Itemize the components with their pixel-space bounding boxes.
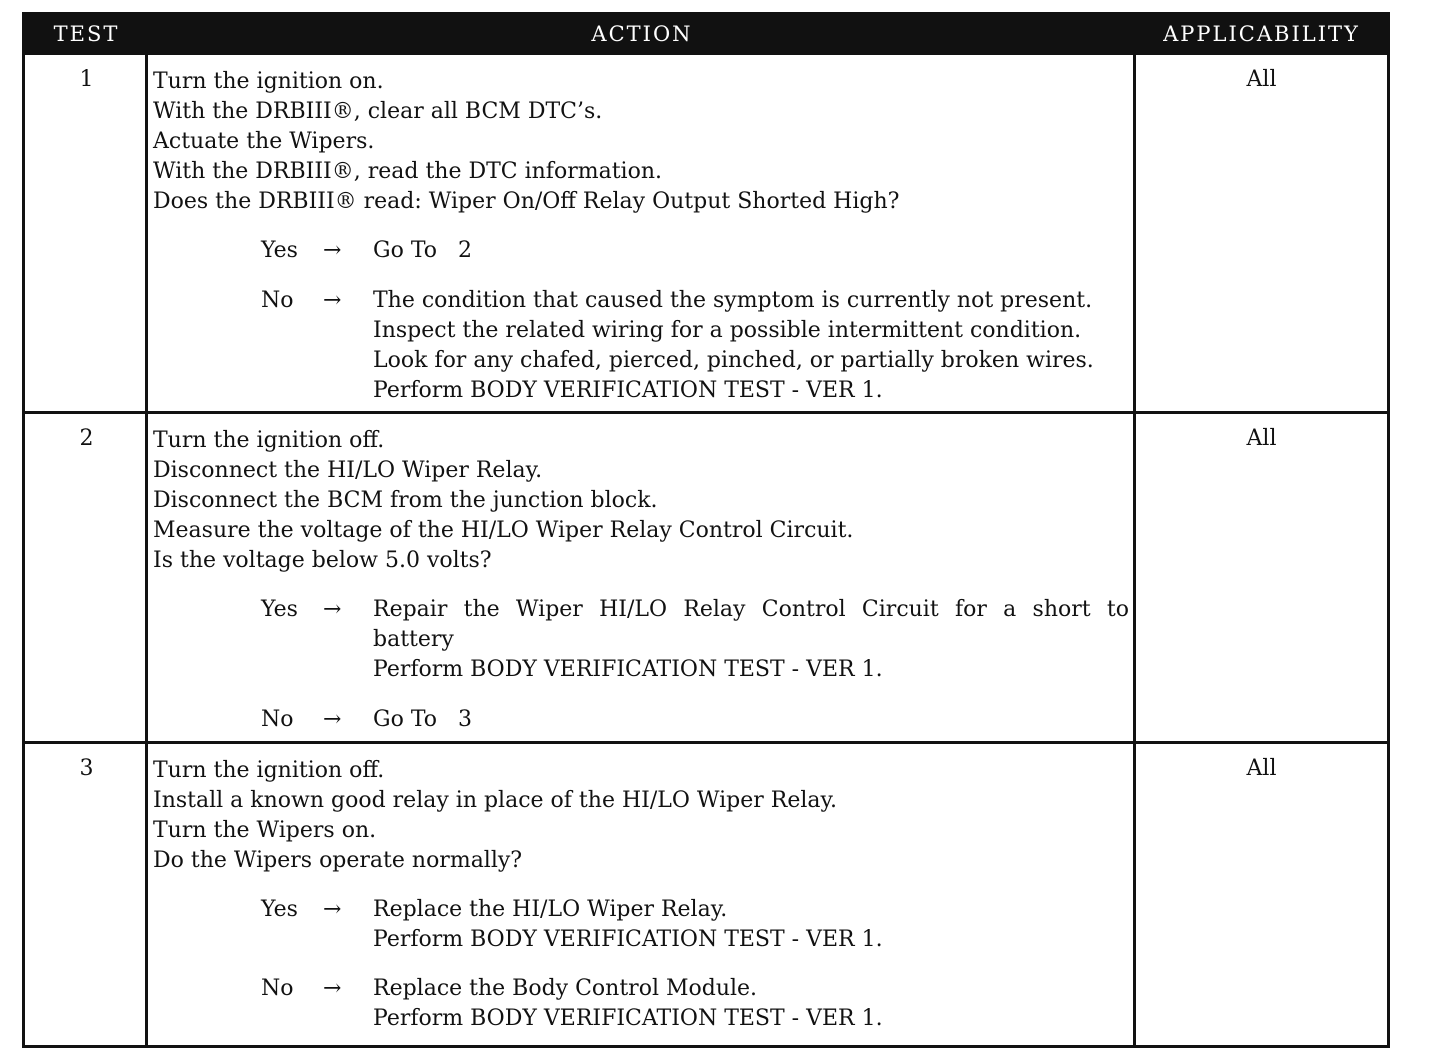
header-applicability: APPLICABILITY: [1163, 22, 1360, 46]
diagnostic-table: [22, 12, 1390, 1048]
action-step: Actuate the Wipers.: [153, 129, 375, 154]
arrow-icon: →: [323, 238, 342, 263]
action-step: With the DRBIII®, clear all BCM DTC’s.: [153, 99, 603, 124]
action-step: Turn the ignition on.: [153, 69, 384, 94]
no-label: No: [261, 707, 294, 732]
arrow-icon: →: [323, 897, 342, 922]
yes-result: [373, 236, 1129, 266]
action-step: With the DRBIII®, read the DTC information.: [153, 159, 662, 184]
result-line: battery: [373, 627, 454, 652]
action-step: Turn the Wipers on.: [153, 818, 377, 843]
action-step: Does the DRBIII® read: Wiper On/Off Relay Output Shorted High?: [153, 189, 900, 214]
yes-label: Yes: [261, 238, 298, 263]
table-row: [25, 55, 1387, 411]
action-step: Install a known good relay in place of the HI/LO Wiper Relay.: [153, 788, 837, 813]
arrow-icon: →: [323, 597, 342, 622]
table-row: [25, 744, 1387, 1045]
result-line: Go To 2: [373, 238, 472, 263]
result-line: Inspect the related wiring for a possible intermittent condition.: [373, 318, 1082, 343]
no-result: [373, 974, 1129, 1034]
test-number: 2: [79, 426, 94, 451]
action-step: Turn the ignition off.: [153, 758, 385, 783]
result-line: Go To 3: [373, 707, 472, 732]
yes-label: Yes: [261, 597, 298, 622]
result-line: Look for any chafed, pierced, pinched, or partially broken wires.: [373, 348, 1094, 373]
action-step: Disconnect the BCM from the junction block.: [153, 488, 658, 513]
header-test: TEST: [53, 22, 120, 46]
no-label: No: [261, 288, 294, 313]
action-steps: [153, 756, 1128, 876]
applicability-value: All: [1246, 426, 1277, 451]
result-line: Replace the Body Control Module.: [373, 976, 758, 1001]
action-step: Disconnect the HI/LO Wiper Relay.: [153, 458, 543, 483]
yes-label: Yes: [261, 897, 298, 922]
action-steps: [153, 426, 1128, 576]
no-label: No: [261, 976, 294, 1001]
applicability-value: All: [1246, 756, 1277, 781]
no-result: [373, 705, 1129, 735]
action-step: Turn the ignition off.: [153, 428, 385, 453]
arrow-icon: →: [323, 707, 342, 732]
result-line: Perform BODY VERIFICATION TEST - VER 1.: [373, 657, 883, 682]
action-step: Do the Wipers operate normally?: [153, 848, 523, 873]
test-number: 1: [79, 67, 94, 92]
action-steps: [153, 67, 1128, 217]
arrow-icon: →: [323, 976, 342, 1001]
table-row: [25, 414, 1387, 741]
result-line: The condition that caused the symptom is currently not present.: [373, 288, 1093, 313]
result-line: Perform BODY VERIFICATION TEST - VER 1.: [373, 927, 883, 952]
header-action: ACTION: [591, 22, 693, 46]
test-number: 3: [79, 756, 94, 781]
result-line: Perform BODY VERIFICATION TEST - VER 1.: [373, 378, 883, 403]
result-line: Replace the HI/LO Wiper Relay.: [373, 897, 728, 922]
yes-result: [373, 595, 1129, 685]
arrow-icon: →: [323, 288, 342, 313]
result-line: Perform BODY VERIFICATION TEST - VER 1.: [373, 1006, 883, 1031]
action-step: Measure the voltage of the HI/LO Wiper Relay Control Circuit.: [153, 518, 854, 543]
action-step: Is the voltage below 5.0 volts?: [153, 548, 492, 573]
applicability-value: All: [1246, 67, 1277, 92]
result-line: Repair the Wiper HI/LO Relay Control Circuit for a short to: [373, 597, 1129, 622]
no-result: [373, 286, 1129, 406]
yes-result: [373, 895, 1129, 955]
table-header: [25, 15, 1387, 55]
